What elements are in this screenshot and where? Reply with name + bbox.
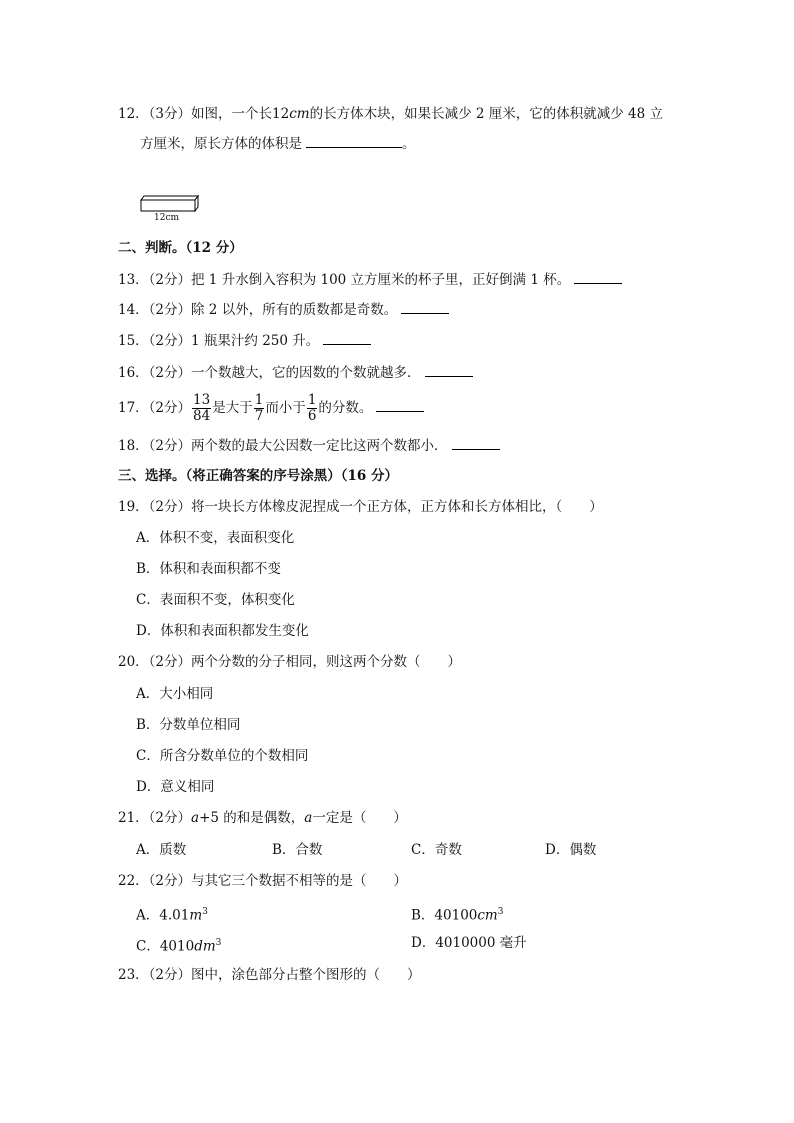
q22-option-d[interactable]: D．4010000 毫升	[411, 935, 527, 951]
fraction-13-84: $\frac{13}{84}$	[193, 392, 211, 424]
q19-option-b[interactable]: B．体积和表面积都不变	[136, 561, 281, 577]
q14	[118, 300, 449, 320]
q21-stem	[118, 808, 407, 828]
section3-title: 三、选择。（将正确答案的序号涂黑）（16 分）	[118, 468, 398, 484]
q12-text-b: 的长方体木块，如果长减少 2 厘米，它的体积就减少 48 立	[309, 106, 664, 122]
q20-option-d[interactable]: D．意义相同	[136, 779, 215, 795]
q18	[118, 436, 500, 456]
q17	[118, 392, 424, 424]
q15-text: 15．（2分）1 瓶果汁约 250 升。	[118, 333, 320, 349]
q12-text-a: 12．（3分）如图，一个长	[118, 106, 273, 122]
q18-answer-blank[interactable]	[452, 448, 500, 450]
cuboid-figure	[138, 194, 202, 226]
q17-mid2: 而小于	[265, 400, 306, 416]
q22-option-b-unit: cm	[477, 907, 498, 924]
q22-option-a-exp: 3	[202, 907, 208, 917]
q21-option-a[interactable]: A．质数	[136, 842, 187, 858]
cuboid-length-label: 12cm	[154, 213, 180, 223]
q22-option-a-unit: m	[189, 907, 203, 924]
q14-answer-blank[interactable]	[401, 312, 449, 314]
q21-option-b[interactable]: B．合数	[272, 842, 323, 858]
q16	[118, 363, 473, 383]
q22-option-c[interactable]	[136, 933, 221, 957]
q22-option-a-value: A．4.01	[136, 907, 190, 924]
q20-option-b[interactable]: B．分数单位相同	[136, 717, 241, 733]
fraction-1-7: $\frac{1}{7}$	[254, 392, 264, 424]
q20-option-a[interactable]: A．大小相同	[136, 686, 214, 702]
q17-suffix: 的分数。	[318, 400, 373, 416]
q22-stem: 22．（2分）与其它三个数据不相等的是（ ）	[118, 873, 408, 889]
q16-text: 16．（2分）一个数越大，它的因数的个数就越多．	[118, 365, 421, 381]
q22-option-c-unit: dm	[194, 938, 216, 955]
q15-answer-blank[interactable]	[323, 343, 371, 345]
q21-suffix: 一定是（ ）	[312, 810, 407, 826]
q18-text: 18．（2分）两个数的最大公因数一定比这两个数都小．	[118, 438, 448, 454]
q12-length-number: 12	[272, 106, 290, 122]
q19-option-d[interactable]: D．体积和表面积都发生变化	[136, 623, 309, 639]
q12-answer-blank[interactable]	[306, 146, 402, 148]
q17-mid1: 是大于	[212, 400, 253, 416]
q12-line2	[140, 134, 416, 154]
q20-option-c[interactable]: C．所含分数单位的个数相同	[136, 748, 309, 764]
q22-option-b-value: B．40100	[411, 907, 478, 924]
q12-text-end: 。	[402, 136, 416, 152]
section2-title: 二、判断。（12 分）	[118, 240, 243, 256]
q17-prefix: 17．（2分）	[118, 400, 192, 416]
q21-option-c[interactable]: C．奇数	[411, 842, 462, 858]
q19-option-c[interactable]: C．表面积不变，体积变化	[136, 592, 295, 608]
q15	[118, 331, 371, 351]
q21-mid: +5 的和是偶数，	[199, 810, 305, 826]
q12-line1	[118, 104, 663, 124]
q17-answer-blank[interactable]	[376, 410, 424, 412]
q21-option-d[interactable]: D．偶数	[545, 842, 597, 858]
q14-text: 14．（2分）除 2 以外，所有的质数都是奇数。	[118, 302, 398, 318]
q21-prefix: 21．（2分）	[118, 810, 192, 826]
q12-length-unit: cm	[289, 106, 310, 122]
q23-stem: 23．（2分）图中，涂色部分占整个图形的（ ）	[118, 967, 421, 983]
q19-option-a[interactable]: A．体积不变，表面积变化	[136, 530, 295, 546]
q22-option-b-exp: 3	[497, 907, 504, 917]
q13-text: 13．（2分）把 1 升水倒入容积为 100 立方厘米的杯子里，正好倒满 1 杯。	[118, 272, 571, 288]
q21-var2: a	[304, 810, 313, 826]
q22-option-a[interactable]	[136, 902, 208, 926]
q19-stem: 19．（2分）将一块长方体橡皮泥捏成一个正方体，正方体和长方体相比，（ ）	[118, 499, 603, 515]
q22-option-b[interactable]	[411, 902, 503, 926]
q21-var: a	[191, 810, 200, 826]
q22-option-c-value: C．4010	[136, 938, 195, 955]
q13	[118, 270, 622, 290]
fraction-1-6: $\frac{1}{6}$	[307, 392, 317, 424]
q20-stem: 20．（2分）两个分数的分子相同，则这两个分数（ ）	[118, 654, 462, 670]
q16-answer-blank[interactable]	[425, 375, 473, 377]
q13-answer-blank[interactable]	[574, 282, 622, 284]
q12-text-line2: 方厘米，原长方体的体积是	[140, 136, 302, 152]
q22-option-c-exp: 3	[215, 938, 222, 948]
